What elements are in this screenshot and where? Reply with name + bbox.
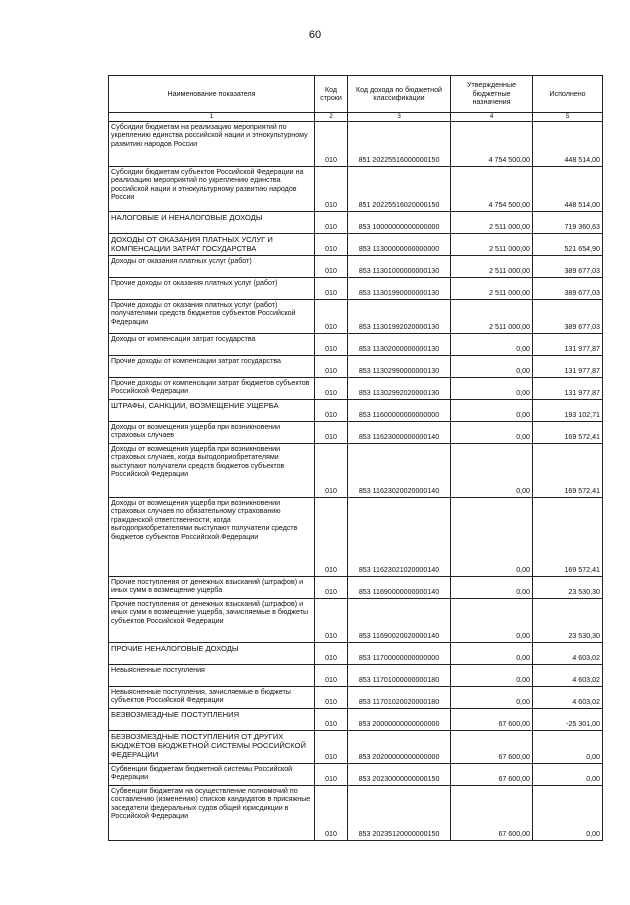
row-name-cell: НАЛОГОВЫЕ И НЕНАЛОГОВЫЕ ДОХОДЫ [109,211,315,233]
table-row [109,277,603,299]
row-kbk-cell: 853 10000000000000000 [348,211,451,233]
row-kbk-cell: 853 11623020020000140 [348,443,451,497]
table-row [109,121,603,166]
row-kbk-cell: 853 11701000000000180 [348,664,451,686]
column-number: 2 [315,113,348,122]
row-done-cell: 4 603,02 [533,664,603,686]
row-code-cell: 010 [315,211,348,233]
row-name-cell: Прочие доходы от компенсации затрат бюджетов субъектов Российской Федерации [109,377,315,399]
row-code-cell: 010 [315,686,348,708]
row-code-cell: 010 [315,708,348,730]
row-plan-cell: 0,00 [451,576,533,598]
row-done-cell: -25 301,00 [533,708,603,730]
row-done-cell: 4 603,02 [533,642,603,664]
table-row [109,708,603,730]
row-done-cell: 448 514,00 [533,121,603,166]
column-number: 5 [533,113,603,122]
header-kbk: Код дохода по бюджетной классификации [348,76,451,113]
row-name-cell: Доходы от возмещения ущерба при возникновении страховых случаев, когда выгодоприобретателями выступают получатели средств бюджетов субъектов Российской Федерации [109,443,315,497]
row-kbk-cell: 853 11301990000000130 [348,277,451,299]
column-number: 3 [348,113,451,122]
table-row [109,598,603,642]
table-row [109,399,603,421]
table-row [109,377,603,399]
row-plan-cell: 0,00 [451,355,533,377]
table-row [109,686,603,708]
row-plan-cell: 2 511 000,00 [451,211,533,233]
row-plan-cell: 4 754 500,00 [451,166,533,211]
row-plan-cell: 0,00 [451,399,533,421]
row-kbk-cell: 853 11623000000000140 [348,421,451,443]
table-row [109,664,603,686]
row-done-cell: 0,00 [533,785,603,840]
row-plan-cell: 4 754 500,00 [451,121,533,166]
row-code-cell: 010 [315,299,348,333]
row-done-cell: 389 677,03 [533,277,603,299]
row-code-cell: 010 [315,233,348,255]
header-code: Код строки [315,76,348,113]
row-kbk-cell: 853 11300000000000000 [348,233,451,255]
row-plan-cell: 2 511 000,00 [451,299,533,333]
row-plan-cell: 0,00 [451,664,533,686]
row-done-cell: 521 654,90 [533,233,603,255]
row-name-cell: ДОХОДЫ ОТ ОКАЗАНИЯ ПЛАТНЫХ УСЛУГ И КОМПЕНСАЦИИ ЗАТРАТ ГОСУДАРСТВА [109,233,315,255]
header-name: Наименование показателя [109,76,315,113]
row-plan-cell: 0,00 [451,598,533,642]
row-name-cell: Доходы от оказания платных услуг (работ) [109,255,315,277]
table-row [109,642,603,664]
column-number-row [109,113,603,122]
row-plan-cell: 2 511 000,00 [451,277,533,299]
row-name-cell: Прочие поступления от денежных взысканий (штрафов) и иных сумм в возмещение ущерба, зачисляемые в бюджеты субъектов Российской Федерации [109,598,315,642]
row-kbk-cell: 851 20225516000000150 [348,121,451,166]
row-done-cell: 131 977,87 [533,377,603,399]
row-kbk-cell: 853 11701020020000180 [348,686,451,708]
row-done-cell: 193 102,71 [533,399,603,421]
row-name-cell: Прочие поступления от денежных взысканий (штрафов) и иных сумм в возмещение ущерба [109,576,315,598]
row-done-cell: 169 572,41 [533,443,603,497]
row-code-cell: 010 [315,333,348,355]
row-name-cell: Субвенции бюджетам на осуществление полномочий по составлению (изменению) списков кандидатов в присяжные заседатели федеральных судов общей юрисдикции в Российской Федерации [109,785,315,840]
row-done-cell: 23 530,30 [533,598,603,642]
table-row [109,255,603,277]
row-plan-cell: 0,00 [451,421,533,443]
row-kbk-cell: 853 11302000000000130 [348,333,451,355]
row-name-cell: Прочие доходы от оказания платных услуг (работ) [109,277,315,299]
row-name-cell: ПРОЧИЕ НЕНАЛОГОВЫЕ ДОХОДЫ [109,642,315,664]
row-plan-cell: 2 511 000,00 [451,233,533,255]
row-plan-cell: 0,00 [451,333,533,355]
row-code-cell: 010 [315,497,348,576]
row-name-cell: Доходы от возмещения ущерба при возникновении страховых случаев [109,421,315,443]
row-kbk-cell: 853 20000000000000000 [348,708,451,730]
budget-execution-table [108,75,603,841]
row-kbk-cell: 853 11623021020000140 [348,497,451,576]
row-kbk-cell: 853 11690000000000140 [348,576,451,598]
row-code-cell: 010 [315,664,348,686]
table-row [109,730,603,763]
row-plan-cell: 2 511 000,00 [451,255,533,277]
row-code-cell: 010 [315,598,348,642]
row-done-cell: 719 360,63 [533,211,603,233]
row-name-cell: Прочие доходы от оказания платных услуг (работ) получателями средств бюджетов субъектов Российской Федерации [109,299,315,333]
row-code-cell: 010 [315,166,348,211]
row-plan-cell: 67 600,00 [451,763,533,785]
row-code-cell: 010 [315,255,348,277]
row-plan-cell: 67 600,00 [451,708,533,730]
row-name-cell: ШТРАФЫ, САНКЦИИ, ВОЗМЕЩЕНИЕ УЩЕРБА [109,399,315,421]
row-name-cell: Субсидии бюджетам субъектов Российской Федерации на реализацию мероприятий по укреплению единства российской нации и этнокультурному развитию народов России [109,166,315,211]
row-name-cell: Субсидии бюджетам на реализацию мероприятий по укреплению единства российской нации и этнокультурному развитию народов России [109,121,315,166]
row-kbk-cell: 853 20235120000000150 [348,785,451,840]
table-row [109,355,603,377]
row-kbk-cell: 851 20225516020000150 [348,166,451,211]
row-name-cell: Невыясненные поступления, зачисляемые в бюджеты субъектов Российской Федерации [109,686,315,708]
row-plan-cell: 0,00 [451,377,533,399]
row-done-cell: 131 977,87 [533,355,603,377]
row-plan-cell: 0,00 [451,686,533,708]
row-code-cell: 010 [315,377,348,399]
row-kbk-cell: 853 11301000000000130 [348,255,451,277]
row-name-cell: Субвенции бюджетам бюджетной системы Российской Федерации [109,763,315,785]
row-code-cell: 010 [315,121,348,166]
table-row [109,333,603,355]
page-number: 60 [308,29,322,41]
table-row [109,576,603,598]
row-code-cell: 010 [315,576,348,598]
row-plan-cell: 67 600,00 [451,730,533,763]
header-plan: Утвержденные бюджетные назначения [451,76,533,113]
row-plan-cell: 67 600,00 [451,785,533,840]
row-code-cell: 010 [315,277,348,299]
row-kbk-cell: 853 20200000000000000 [348,730,451,763]
row-kbk-cell: 853 11700000000000000 [348,642,451,664]
table-row [109,785,603,840]
row-kbk-cell: 853 11690020020000140 [348,598,451,642]
row-done-cell: 389 677,03 [533,299,603,333]
row-name-cell: БЕЗВОЗМЕЗДНЫЕ ПОСТУПЛЕНИЯ ОТ ДРУГИХ БЮДЖЕТОВ БЮДЖЕТНОЙ СИСТЕМЫ РОССИЙСКОЙ ФЕДЕРАЦИИ [109,730,315,763]
row-plan-cell: 0,00 [451,642,533,664]
table-row [109,443,603,497]
row-done-cell: 448 514,00 [533,166,603,211]
row-plan-cell: 0,00 [451,497,533,576]
row-name-cell: Доходы от возмещения ущерба при возникновении страховых случаев по обязательному страхованию гражданской ответственности, когда выгодоприобретателями выступают получатели средств бюджетов субъектов Российской Федерации [109,497,315,576]
row-done-cell: 169 572,41 [533,421,603,443]
table-row [109,497,603,576]
table-row [109,763,603,785]
table-row [109,299,603,333]
row-code-cell: 010 [315,642,348,664]
row-done-cell: 169 572,41 [533,497,603,576]
row-plan-cell: 0,00 [451,443,533,497]
table-row [109,233,603,255]
column-number: 1 [109,113,315,122]
row-name-cell: Доходы от компенсации затрат государства [109,333,315,355]
row-code-cell: 010 [315,443,348,497]
row-kbk-cell: 853 11302992020000130 [348,377,451,399]
table-row [109,166,603,211]
header-done: Исполнено [533,76,603,113]
row-code-cell: 010 [315,399,348,421]
column-number: 4 [451,113,533,122]
table-row [109,211,603,233]
row-kbk-cell: 853 20230000000000150 [348,763,451,785]
row-done-cell: 23 530,30 [533,576,603,598]
row-kbk-cell: 853 11301992020000130 [348,299,451,333]
row-code-cell: 010 [315,730,348,763]
row-done-cell: 4 603,02 [533,686,603,708]
row-kbk-cell: 853 11302990000000130 [348,355,451,377]
row-done-cell: 0,00 [533,763,603,785]
row-name-cell: БЕЗВОЗМЕЗДНЫЕ ПОСТУПЛЕНИЯ [109,708,315,730]
row-code-cell: 010 [315,785,348,840]
row-done-cell: 389 677,03 [533,255,603,277]
row-done-cell: 0,00 [533,730,603,763]
row-code-cell: 010 [315,355,348,377]
table-row [109,421,603,443]
row-code-cell: 010 [315,763,348,785]
row-name-cell: Невыясненные поступления [109,664,315,686]
row-code-cell: 010 [315,421,348,443]
row-done-cell: 131 977,87 [533,333,603,355]
table-header-row [109,76,603,113]
row-kbk-cell: 853 11600000000000000 [348,399,451,421]
row-name-cell: Прочие доходы от компенсации затрат государства [109,355,315,377]
